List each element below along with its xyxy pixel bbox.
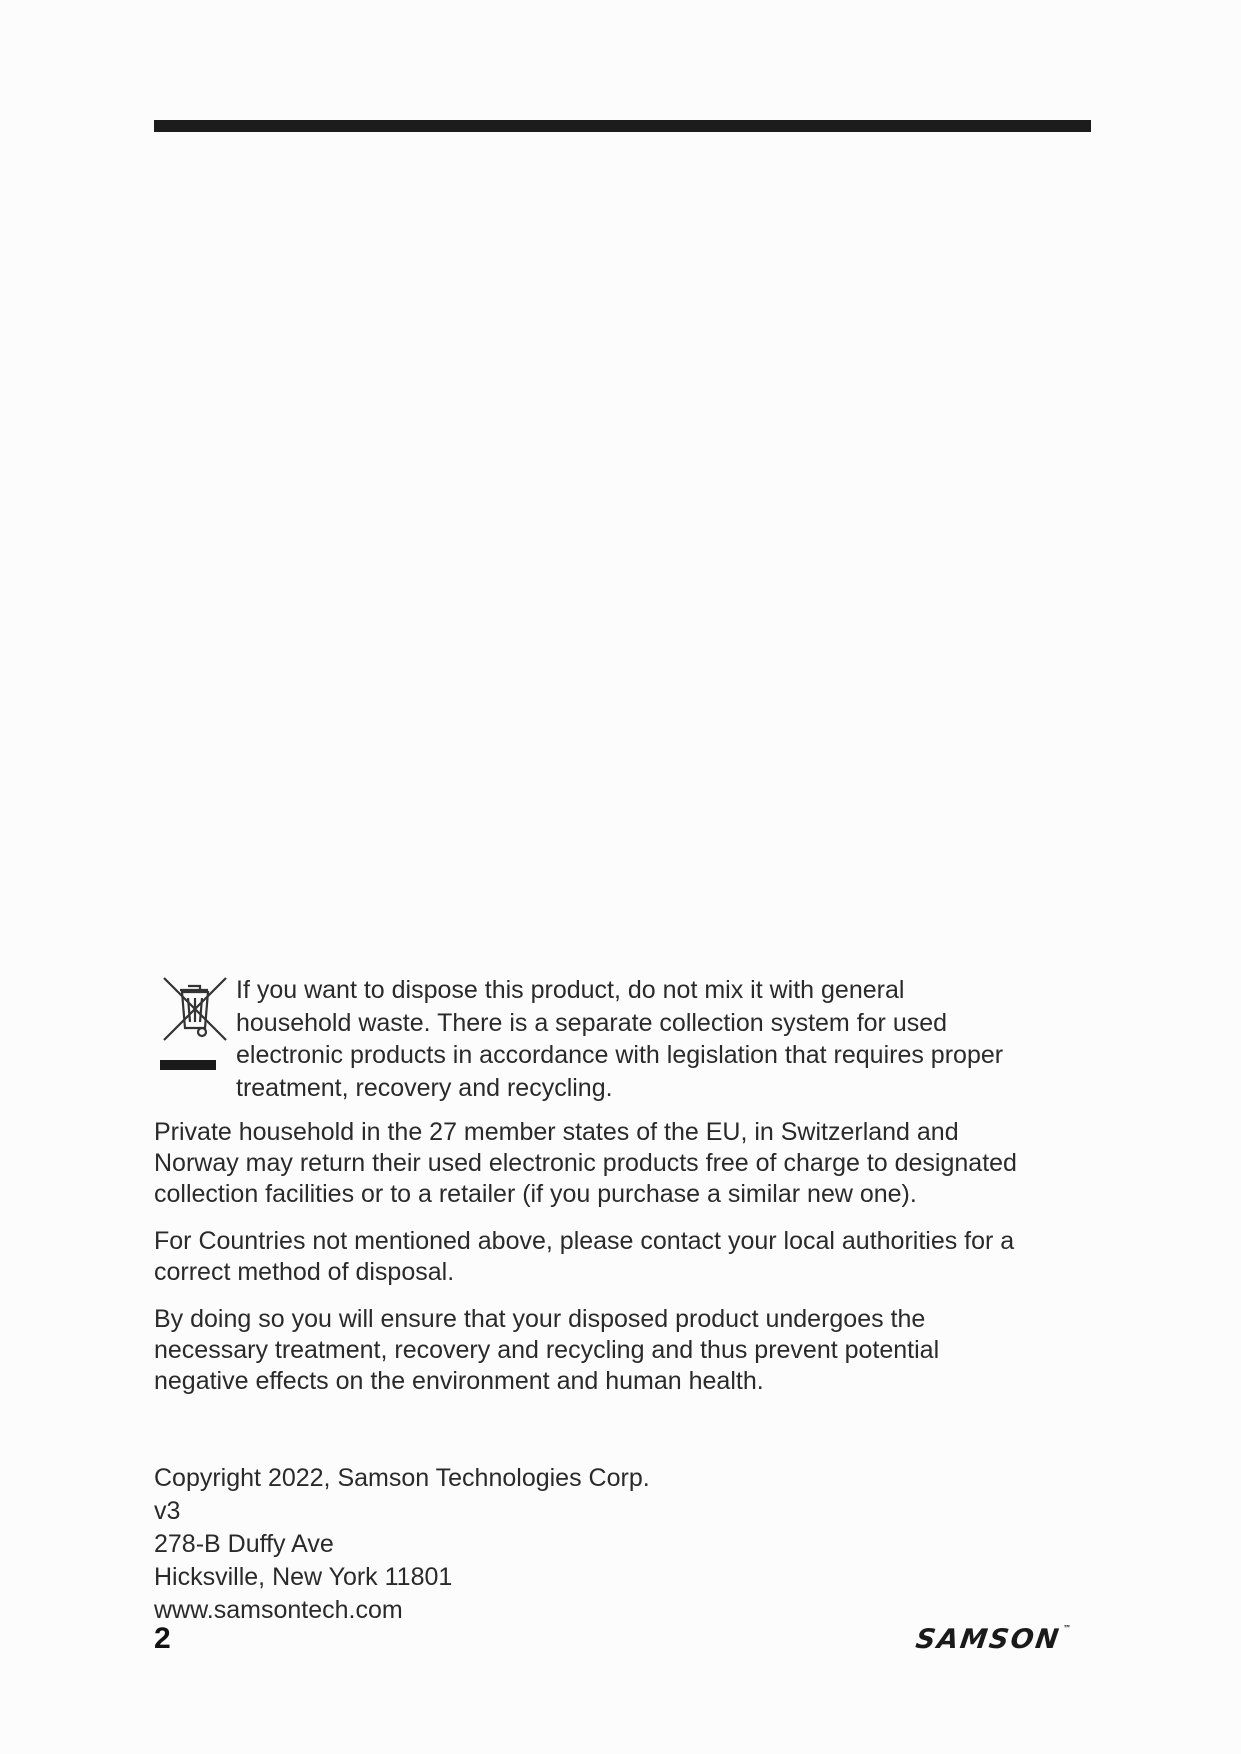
weee-notice-line: If you want to dispose this product, do not mix it with general	[236, 976, 905, 1004]
paragraph-line: correct method of disposal.	[154, 1258, 455, 1286]
website-link[interactable]: www.samsontech.com	[154, 1596, 403, 1624]
weee-notice	[236, 974, 1096, 1104]
version-text: v3	[154, 1497, 181, 1525]
other-countries-paragraph	[154, 1226, 1094, 1288]
paragraph-line: By doing so you will ensure that your disposed product undergoes the	[154, 1305, 926, 1333]
weee-notice-line: treatment, recovery and recycling.	[236, 1073, 613, 1102]
top-rule	[154, 120, 1091, 132]
weee-bin-icon	[158, 976, 232, 1072]
paragraph-line: Norway may return their used electronic products free of charge to designated	[154, 1149, 1017, 1177]
paragraph-line: negative effects on the environment and human health.	[154, 1367, 764, 1395]
trademark-symbol: ™	[1062, 1624, 1074, 1633]
brand-name: SAMSON	[913, 1624, 1063, 1655]
weee-notice-line: electronic products in accordance with legislation that requires proper	[236, 1041, 1004, 1069]
environment-paragraph	[154, 1304, 1094, 1397]
paragraph-line: Private household in the 27 member states of the EU, in Switzerland and	[154, 1118, 959, 1146]
contact-block	[154, 1462, 650, 1627]
eu-return-paragraph	[154, 1117, 1094, 1210]
address-line: Hicksville, New York 11801	[154, 1563, 453, 1591]
weee-notice-line: household waste. There is a separate collection system for used	[236, 1008, 948, 1037]
samson-logo	[914, 1624, 1074, 1655]
copyright-text: Copyright 2022, Samson Technologies Corp.	[154, 1464, 650, 1492]
paragraph-line: For Countries not mentioned above, please contact your local authorities for a	[154, 1227, 1015, 1255]
paragraph-line: collection facilities or to a retailer (if you purchase a similar new one).	[154, 1180, 917, 1208]
address-line: 278-B Duffy Ave	[154, 1530, 334, 1558]
page-number: 2	[154, 1622, 171, 1655]
paragraph-line: necessary treatment, recovery and recycling and thus prevent potential	[154, 1336, 940, 1364]
